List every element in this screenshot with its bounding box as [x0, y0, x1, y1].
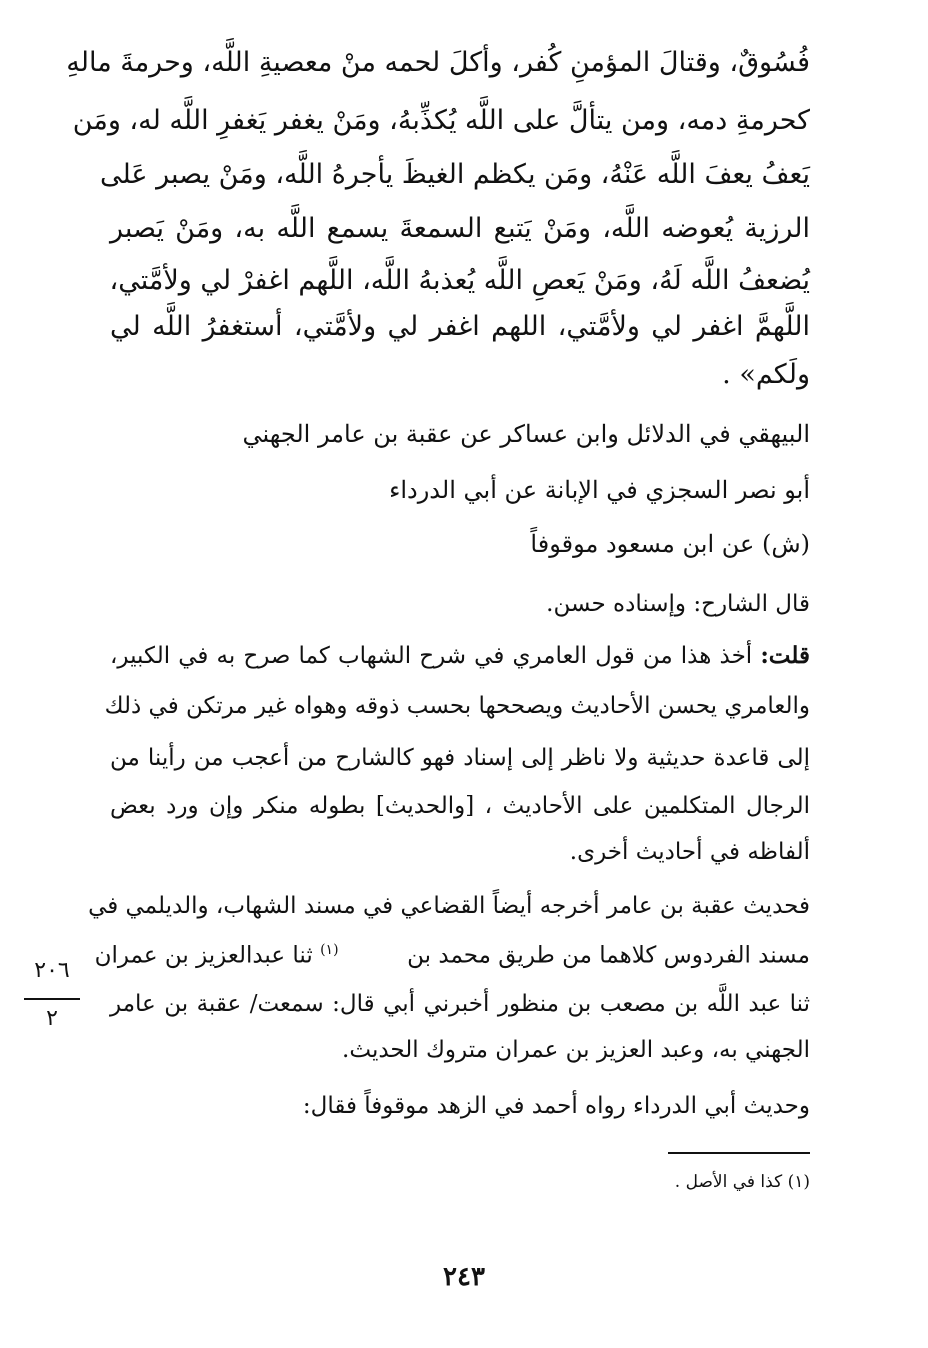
footnote-marker: (١): [320, 942, 339, 958]
page-number: ٢٤٣: [443, 1262, 485, 1292]
qultu-text: أخذ هذا من قول العامري في شرح الشهاب كما صرح به في الكبير،: [110, 643, 761, 669]
uqba-line-start: مسند الفردوس كلاهما من طريق محمد بن: [407, 942, 810, 969]
qultu-line: والعامري يحسن الأحاديث ويصححها بحسب ذوقه وهواه غير مرتكن في ذلك: [104, 693, 810, 719]
margin-divider: [24, 998, 80, 1000]
hadith-line: يُضعفُ اللَّه لَهُ، ومَنْ يَعصِ اللَّه يُعذبهُ اللَّه، اللَّهم اغفرْ لي ولأمَّتي،: [109, 265, 810, 296]
source-line: البيهقي في الدلائل وابن عساكر عن عقبة بن عامر الجهني: [242, 420, 810, 448]
uqba-line: فحديث عقبة بن عامر أخرجه أيضاً القضاعي في مسند الشهاب، والديلمي في: [88, 893, 810, 919]
uqba-line: ثنا عبد اللَّه بن مصعب بن منظور أخبرني أبي قال: سمعت/ عقبة بن عامر: [110, 991, 810, 1017]
margin-folio-bottom: ٢: [46, 1006, 58, 1031]
qultu-line: الرجال المتكلمين على الأحاديث ، [والحديث] بطوله منكر وإن ورد بعض: [110, 793, 810, 819]
margin-folio-top: ٢٠٦: [34, 958, 70, 983]
hadith-line: الرزية يُعوضه اللَّه، ومَنْ يَتبع السمعةَ يسمع اللَّه به، ومَنْ يَصبر: [110, 213, 810, 244]
abu-darda-line: وحديث أبي الدرداء رواه أحمد في الزهد موقوفاً فقال:: [302, 1093, 810, 1119]
qultu-line: ألفاظه في أحاديث أخرى.: [569, 839, 810, 865]
footnote-divider: [668, 1152, 810, 1154]
qultu-label: قلت:: [760, 642, 810, 669]
hadith-line: يَعفُ يعفَ اللَّه عَنْهُ، ومَن يكظم الغيظَ يأجرهُ اللَّه، ومَنْ يصبر عَلى: [99, 159, 810, 190]
uqba-line: الجهني به، وعبد العزيز بن عمران متروك الحديث.: [342, 1037, 810, 1063]
hadith-line: اللَّهمَّ اغفر لي ولأمَّتي، اللهم اغفر لي ولأمَّتي، أستغفرُ اللَّه لي: [110, 311, 810, 342]
hadith-line: ولَكم» .: [722, 359, 810, 390]
footnote: (١) كذا في الأصل .: [674, 1172, 810, 1192]
qultu-line: [110, 636, 810, 676]
uqba-line-end: ثنا عبدالعزيز بن عمران: [94, 942, 313, 969]
uqba-line: [94, 930, 810, 970]
qultu-line: إلى قاعدة حديثية ولا ناظر إلى إسناد فهو كالشارح من أعجب من رأينا من: [110, 745, 810, 771]
sharih-comment: قال الشارح: وإسناده حسن.: [546, 591, 810, 617]
source-line: (ش) عن ابن مسعود موقوفاً: [530, 530, 810, 558]
hadith-line: فُسُوقٌ، وقتالَ المؤمنِ كُفر، وأكلَ لحمه منْ معصيةِ اللَّه، وحرمةَ مالهِ: [66, 47, 810, 78]
hadith-line: كحرمةِ دمه، ومن يتألَّ على اللَّه يُكذِّبهُ، ومَنْ يغفر يَغفرِ اللَّه له، ومَن: [72, 105, 810, 136]
source-line: أبو نصر السجزي في الإبانة عن أبي الدرداء: [389, 476, 810, 504]
